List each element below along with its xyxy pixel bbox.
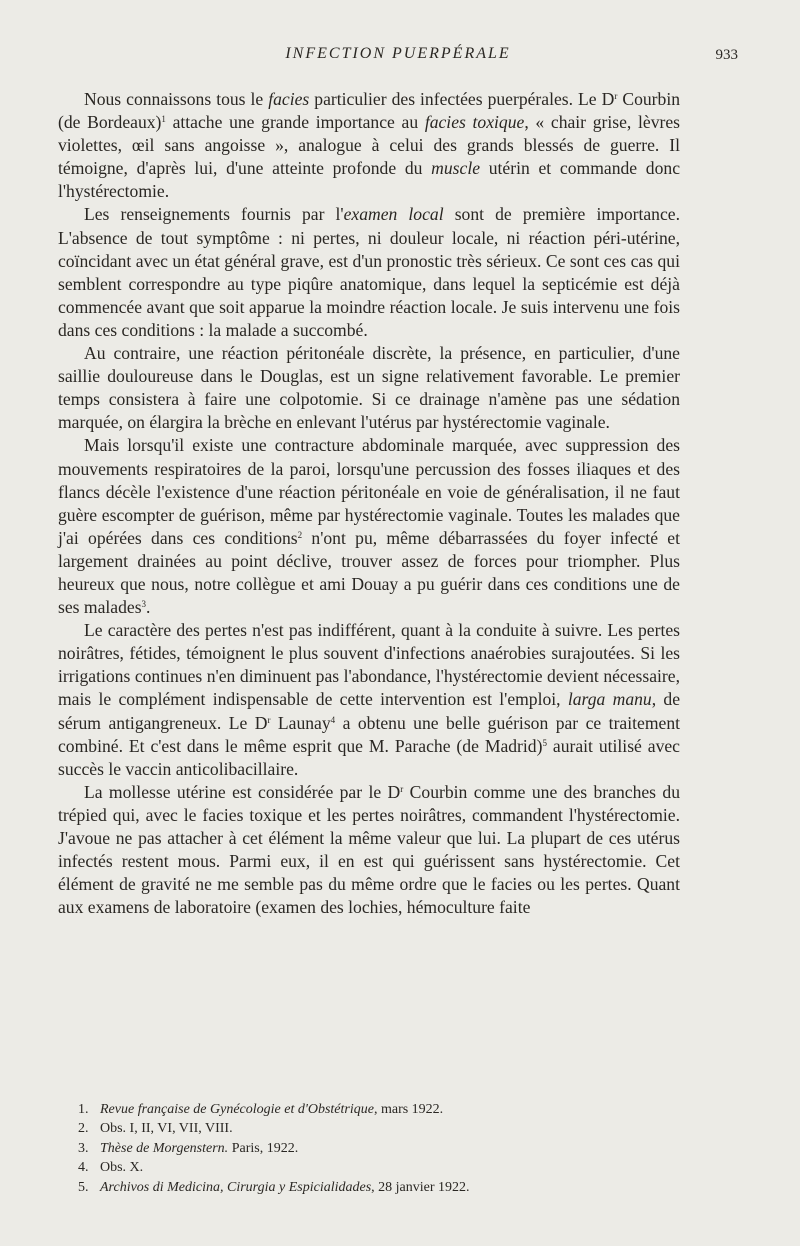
- paragraph: [58, 342, 680, 434]
- text-run: Les renseignements fournis par l': [84, 204, 344, 225]
- paragraph: [58, 434, 680, 619]
- footnote-ref: 2: [297, 529, 303, 540]
- paragraph: [58, 88, 680, 203]
- text-run: , de sérum antigangreneux. Le D: [58, 689, 681, 733]
- footnote: [78, 1100, 680, 1119]
- text-run: Launay: [270, 712, 331, 733]
- running-title: INFECTION PUERPÉRALE: [285, 45, 511, 62]
- footnote-number: 2.: [78, 1121, 89, 1137]
- italic-text: Revue française de Gynécologie et d'Obstétrique: [100, 1102, 374, 1117]
- text-run: utérin et commande donc l'hystérectomie.: [58, 158, 681, 202]
- footnote: [78, 1139, 680, 1158]
- body-text: [58, 88, 680, 919]
- paragraph: [58, 781, 680, 920]
- text-run: particulier des infectées puerpérales. Le D: [309, 89, 615, 109]
- italic-text: larga manu: [567, 689, 652, 710]
- footnote-number: 5.: [78, 1179, 89, 1195]
- footnotes: [78, 1100, 680, 1197]
- text-run: Courbin (de Bordeaux): [58, 89, 681, 133]
- footnote-ref: 4: [330, 714, 336, 725]
- footnote-ref: 5: [542, 737, 547, 748]
- paragraph: [58, 203, 680, 342]
- text-run: Nous connaissons tous le: [84, 89, 269, 109]
- footnote-ref: r: [400, 783, 404, 794]
- text-run: Le caractère des pertes n'est pas indifférent, quant à la conduite à suivre. Les pertes noirâtres, fétides, témoignent le plus souvent d'infections anaérobies surajoutées. Si les irrigations continues n'en diminuent pas l'abondance, l'hystérectomie devient nécessaire, mais le complément indispensable de cette intervention est l'emploi,: [58, 620, 680, 710]
- italic-text: Archivos di Medicina, Cirurgia y Espicialidades: [100, 1179, 372, 1195]
- italic-text: facies toxique: [424, 112, 525, 133]
- text-run: Paris, 1922.: [228, 1140, 299, 1156]
- text-run: Obs. I, II, VI, VII, VIII.: [100, 1121, 233, 1137]
- text-run: , 28 janvier 1922.: [371, 1179, 470, 1195]
- footnote: [78, 1158, 680, 1177]
- footnote-ref: r: [267, 714, 271, 725]
- footnote-ref: r: [614, 91, 618, 101]
- text-run: La mollesse utérine est considérée par le D: [84, 781, 401, 802]
- footnote-number: 3.: [78, 1140, 89, 1156]
- paragraph: [58, 619, 680, 781]
- footnote: [78, 1119, 680, 1138]
- text-run: aurait utilisé avec succès le vaccin anticolibacillaire.: [58, 735, 680, 779]
- text-run: Au contraire, une réaction péritonéale discrète, la présence, en particulier, d'une saillie douloureuse dans le Douglas, est un signe relativement favorable. Le premier temps consistera à faire une colpotomie. Si ce drainage n'amène pas une sédation marquée, on élargira la brèche en enlevant l'utérus par hystérectomie vaginale.: [58, 343, 680, 433]
- italic-text: Thèse de Morgenstern.: [100, 1140, 229, 1156]
- footnote-ref: 3: [141, 599, 147, 610]
- footnote: [78, 1178, 680, 1197]
- italic-text: muscle: [431, 158, 481, 179]
- footnote-number: 4.: [78, 1160, 89, 1176]
- text-run: Obs. X.: [100, 1160, 144, 1176]
- footnote-number: 1.: [78, 1102, 89, 1117]
- footnote-ref: 1: [161, 114, 166, 125]
- text-run: , « chair grise, lèvres violettes, œil sans angoisse », analogue à celui des grands blessés de guerre. Il témoigne, d'après lui, d'une atteinte profonde du: [58, 112, 681, 179]
- text-run: Courbin comme une des branches du trépied qui, avec le facies toxique et les pertes noirâtres, commandent l'hystérectomie. J'avoue ne pas attacher à cet élément la même valeur que lui. La plupart de ces utérus infectés restent mous. Parmi eux, il en est qui guérissent sans hystérectomie. Cet élément de gravité ne me semble pas du même ordre que le facies ou les pertes. Quant aux examens de laboratoire (examen des lochies, hémoculture faite: [58, 781, 680, 918]
- page-header: [58, 45, 738, 69]
- text-run: .: [146, 597, 151, 618]
- text-run: Mais lorsqu'il existe une contracture abdominale marquée, avec suppression des mouvements respiratoires de la paroi, lorsqu'une percussion des fosses iliaques et des flancs décèle l'existence d'une réaction péritonéale en voie de généralisation, il ne faut guère escompter de guérison, même par hystérectomie vaginale. Toutes les malades que j'ai opérées dans ces conditions: [58, 435, 680, 548]
- text-run: n'ont pu, même débarrassées du foyer infecté et largement drainées au point déclive, trouver assez de forces pour triompher. Plus heureux que nous, notre collègue et ami Douay a pu guérir dans ces conditions une de ses malades: [58, 527, 680, 618]
- text-run: sont de première importance. L'absence de tout symptôme : ni pertes, ni douleur locale, ni réaction péri-utérine, coïncidant avec un état général grave, est d'un pronostic très sérieux. Ce sont ces cas qui semblent correspondre au type piqûre anatomique, dans lequel la septicémie est déjà commencée avant que soit apparue la moindre réaction locale. Je suis intervenu une fois dans ces conditions : la malade a succombé.: [58, 204, 680, 340]
- text-run: attache une grande importance au: [165, 112, 425, 133]
- page-number: 933: [715, 47, 738, 63]
- text-run: a obtenu une belle guérison par ce traitement combiné. Et c'est dans le même esprit que M. Parache (de Madrid): [58, 712, 680, 756]
- italic-text: examen local: [343, 204, 444, 225]
- text-run: , mars 1922.: [373, 1102, 444, 1117]
- italic-text: facies: [268, 89, 310, 109]
